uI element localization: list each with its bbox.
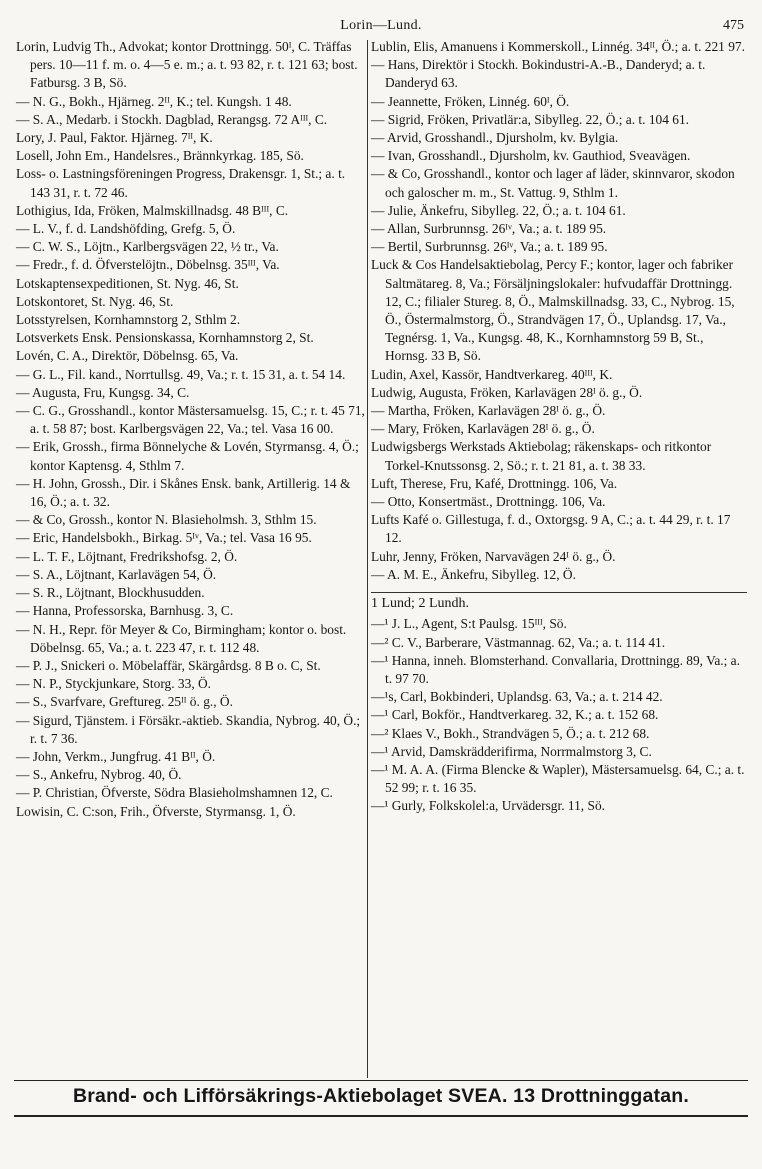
footer-advert: Brand- och Lifförsäkrings-Aktiebolaget SVEA. 13 Drottninggatan. — [72, 1085, 690, 1107]
directory-entry: — Julie, Änkefru, Sibylleg. 22, Ö.; a. t. 104 61. — [371, 202, 626, 218]
directory-entry: Luft, Therese, Fru, Kafé, Drottningg. 106, Va. — [371, 475, 618, 491]
right-column — [371, 38, 747, 816]
directory-entry: — A. M. E., Änkefru, Sibylleg. 12, Ö. — [371, 566, 576, 582]
directory-entry: — Hanna, Professorska, Barnhusg. 3, C. — [16, 603, 234, 619]
directory-entry: — G. L., Fil. kand., Norrtullsg. 49, Va.; r. t. 15 31, a. t. 54 14. — [16, 366, 346, 382]
directory-entry: Luck & Cos Handelsaktiebolag, Percy F.; kontor, lager och fabriker Saltmätareg. 8, Va.; Försäljningslokaler: hufvudaffär Drottningg. 12, C.; filialer Stureg. 8, Ö., Malmskillnadsg. 33, C., Nybrog. 15, Ö., Östermalmstorg, Ö., Strandvägen 17, Ö., Uplandsg. 17, Va., Tegnérsg. 1, Va., Kungsg. 48, K., Kornhamnstorg 59 B, St., Hornsg. 33 B, Sö. — [371, 257, 735, 364]
footer-rule-bottom — [14, 1115, 748, 1117]
directory-entry: Lorin, Ludvig Th., Advokat; kontor Drottningg. 50ᴵ, C. Träffas pers. 10—11 f. m. o. 4—5 e. m.; a. t. 93 82, r. t. 121 63; bost. Fatbursg. 3 B, Sö. — [16, 39, 358, 91]
directory-entry: — Ivan, Grosshandl., Djursholm, kv. Gauthiod, Sveavägen. — [371, 148, 691, 164]
directory-entry: — & Co, Grossh., kontor N. Blasieholmsh. 3, Sthlm 15. — [16, 512, 317, 528]
directory-entry: Lotskontoret, St. Nyg. 46, St. — [16, 293, 174, 309]
directory-entry: — P. Christian, Öfverste, Södra Blasieholmshamnen 12, C. — [16, 785, 333, 801]
directory-entry: Lotsstyrelsen, Kornhamnstorg 2, Sthlm 2. — [16, 312, 241, 328]
directory-entry: — Arvid, Grosshandl., Djursholm, kv. Bylgia. — [371, 130, 619, 146]
directory-entry: Lublin, Elis, Amanuens i Kommerskoll., Linnég. 34ᴵᴵ, Ö.; a. t. 221 97. — [371, 39, 745, 54]
directory-entry: Ludin, Axel, Kassör, Handtverkareg. 40ᴵᴵᴵ, K. — [371, 366, 613, 382]
footer-rule-top — [14, 1080, 748, 1081]
directory-entry: — S. A., Medarb. i Stockh. Dagblad, Rerangsg. 72 Aᴵᴵᴵ, C. — [16, 111, 328, 127]
directory-entry: — C. G., Grosshandl., kontor Mästersamuelsg. 15, C.; r. t. 45 71, a. t. 58 87; bost. Karlbergsvägen 22, Va.; tel. Vasa 16 00. — [16, 403, 365, 437]
directory-entry: —¹ J. L., Agent, S:t Paulsg. 15ᴵᴵᴵ, Sö. — [371, 616, 567, 632]
directory-entry: Ludwigsbergs Werkstads Aktiebolag; räkenskaps- och ritkontor Torkel-Knutssonsg. 2, Sö.; r. t. 21 81, a. t. 38 33. — [371, 439, 712, 473]
directory-entry: — Mary, Fröken, Karlavägen 28ᴵ ö. g., Ö. — [371, 421, 595, 437]
directory-entry: — S. A., Löjtnant, Karlavägen 54, Ö. — [16, 566, 217, 582]
left-column — [16, 38, 368, 821]
column-divider — [367, 40, 368, 1078]
directory-entry: —¹ Gurly, Folkskolel:a, Urvädersgr. 11, Sö. — [371, 798, 605, 814]
directory-entry: Loss- o. Lastningsföreningen Progress, Drakensgr. 1, St.; a. t. 143 31, r. t. 72 46. — [16, 166, 346, 200]
directory-entry: — S., Ankefru, Nybrog. 40, Ö. — [16, 767, 182, 783]
directory-entry: —¹ Carl, Bokför., Handtverkareg. 32, K.; a. t. 152 68. — [371, 707, 659, 723]
directory-entry: Lory, J. Paul, Faktor. Hjärneg. 7ᴵᴵ, K. — [16, 130, 213, 146]
directory-entry: —¹ Arvid, Damskrädderifirma, Norrmalmstorg 3, C. — [371, 743, 652, 759]
directory-entry: Lovén, C. A., Direktör, Döbelnsg. 65, Va. — [16, 348, 239, 364]
directory-entry: — Eric, Handelsbokh., Birkag. 5ᴵᵛ, Va.; tel. Vasa 16 95. — [16, 530, 312, 546]
directory-entry: Luhr, Jenny, Fröken, Narvavägen 24ᴵ ö. g., Ö. — [371, 548, 616, 564]
section-entries — [371, 615, 747, 815]
directory-entry: — Erik, Grossh., firma Bönnelyche & Lovén, Styrmansg. 4, Ö.; kontor Kaptensg. 4, Sthlm 7. — [16, 439, 359, 473]
directory-entry: — Bertil, Surbrunnsg. 26ᴵᵛ, Va.; a. t. 189 95. — [371, 239, 608, 255]
directory-entry: — S., Svarfvare, Greftureg. 25ᴵᴵ ö. g., Ö. — [16, 694, 233, 710]
directory-entry: —¹ M. A. A. (Firma Blencke & Wapler), Mästersamuelsg. 64, C.; a. t. 52 99; r. t. 16 35. — [371, 761, 745, 796]
directory-entry: — H. John, Grossh., Dir. i Skånes Ensk. bank, Artillerig. 14 & 16, Ö.; a. t. 32. — [16, 475, 351, 510]
directory-entry: — N. G., Bokh., Hjärneg. 2ᴵᴵ, K.; tel. Kungsh. 1 48. — [16, 93, 292, 109]
directory-entry: — Hans, Direktör i Stockh. Bokindustri-A.-B., Danderyd; a. t. Danderyd 63. — [371, 57, 706, 91]
directory-entry: — Augusta, Fru, Kungsg. 34, C. — [16, 384, 190, 400]
section-heading: 1 Lund; 2 Lundh. — [371, 592, 747, 615]
right-column-entries — [371, 38, 747, 584]
directory-entry: —¹ Hanna, inneh. Blomsterhand. Convallaria, Drottningg. 89, Va.; a. t. 97 70. — [371, 652, 740, 686]
directory-entry: — & Co, Grosshandl., kontor och lager af läder, skinnvaror, skodon och galoscher m. m., St. Vattug. 9, Sthlm 1. — [371, 166, 735, 200]
directory-entry: Ludwig, Augusta, Fröken, Karlavägen 28ᴵ ö. g., Ö. — [371, 384, 643, 400]
directory-entry: — Otto, Konsertmäst., Drottningg. 106, Va. — [371, 494, 606, 510]
directory-entry: Lufts Kafé o. Gillestuga, f. d., Oxtorgsg. 9 A, C.; a. t. 44 29, r. t. 17 12. — [371, 512, 731, 546]
directory-entry: — L. T. F., Löjtnant, Fredrikshofsg. 2, Ö. — [16, 548, 238, 564]
directory-entry: Lotskaptensexpeditionen, St. Nyg. 46, St. — [16, 275, 239, 291]
directory-entry: —¹s, Carl, Bokbinderi, Uplandsg. 63, Va.; a. t. 214 42. — [371, 689, 663, 705]
running-title: Lorin—Lund. — [340, 18, 422, 33]
directory-entry: — C. W. S., Löjtn., Karlbergsvägen 22, ½ tr., Va. — [16, 239, 279, 255]
directory-entry: — Allan, Surbrunnsg. 26ᴵᵛ, Va.; a. t. 189 95. — [371, 221, 607, 237]
directory-entry: — Fredr., f. d. Öfverstelöjtn., Döbelnsg. 35ᴵᴵᴵ, Va. — [16, 257, 280, 273]
directory-entry: — Jeannette, Fröken, Linnég. 60ᴵ, Ö. — [371, 93, 570, 109]
directory-entry: Lotsverkets Ensk. Pensionskassa, Kornhamnstorg 2, St. — [16, 330, 314, 346]
page-number: 475 — [723, 18, 744, 33]
directory-entry: — N. H., Repr. för Meyer & Co, Birmingham; kontor o. bost. Döbelnsg. 65, Va.; a. t. 223 47, r. t. 112 48. — [16, 621, 347, 655]
directory-entry: — Martha, Fröken, Karlavägen 28ᴵ ö. g., Ö. — [371, 403, 606, 419]
directory-entry: Lowisin, C. C:son, Frih., Öfverste, Styrmansg. 1, Ö. — [16, 803, 296, 819]
directory-entry: —² C. V., Barberare, Västmannag. 62, Va.; a. t. 114 41. — [371, 634, 666, 650]
directory-entry: — Sigurd, Tjänstem. i Försäkr.-aktieb. Skandia, Nybrog. 40, Ö.; r. t. 7 36. — [16, 712, 361, 746]
directory-entry: Losell, John Em., Handelsres., Brännkyrkag. 185, Sö. — [16, 148, 304, 164]
directory-entry: — N. P., Styckjunkare, Storg. 33, Ö. — [16, 676, 212, 692]
directory-entry: — S. R., Löjtnant, Blockhusudden. — [16, 585, 205, 601]
directory-entry: Lothigius, Ida, Fröken, Malmskillnadsg. 48 Bᴵᴵᴵ, C. — [16, 202, 289, 218]
directory-entry: — Sigrid, Fröken, Privatlär:a, Sibylleg. 22, Ö.; a. t. 104 61. — [371, 111, 690, 127]
directory-entry: —² Klaes V., Bokh., Strandvägen 5, Ö.; a. t. 212 68. — [371, 725, 650, 741]
directory-entry: — John, Verkm., Jungfrug. 41 Bᴵᴵ, Ö. — [16, 748, 216, 764]
directory-entry: — P. J., Snickeri o. Möbelaffär, Skärgårdsg. 8 B o. C, St. — [16, 657, 321, 673]
directory-entry: — L. V., f. d. Landshöfding, Grefg. 5, Ö. — [16, 221, 236, 237]
